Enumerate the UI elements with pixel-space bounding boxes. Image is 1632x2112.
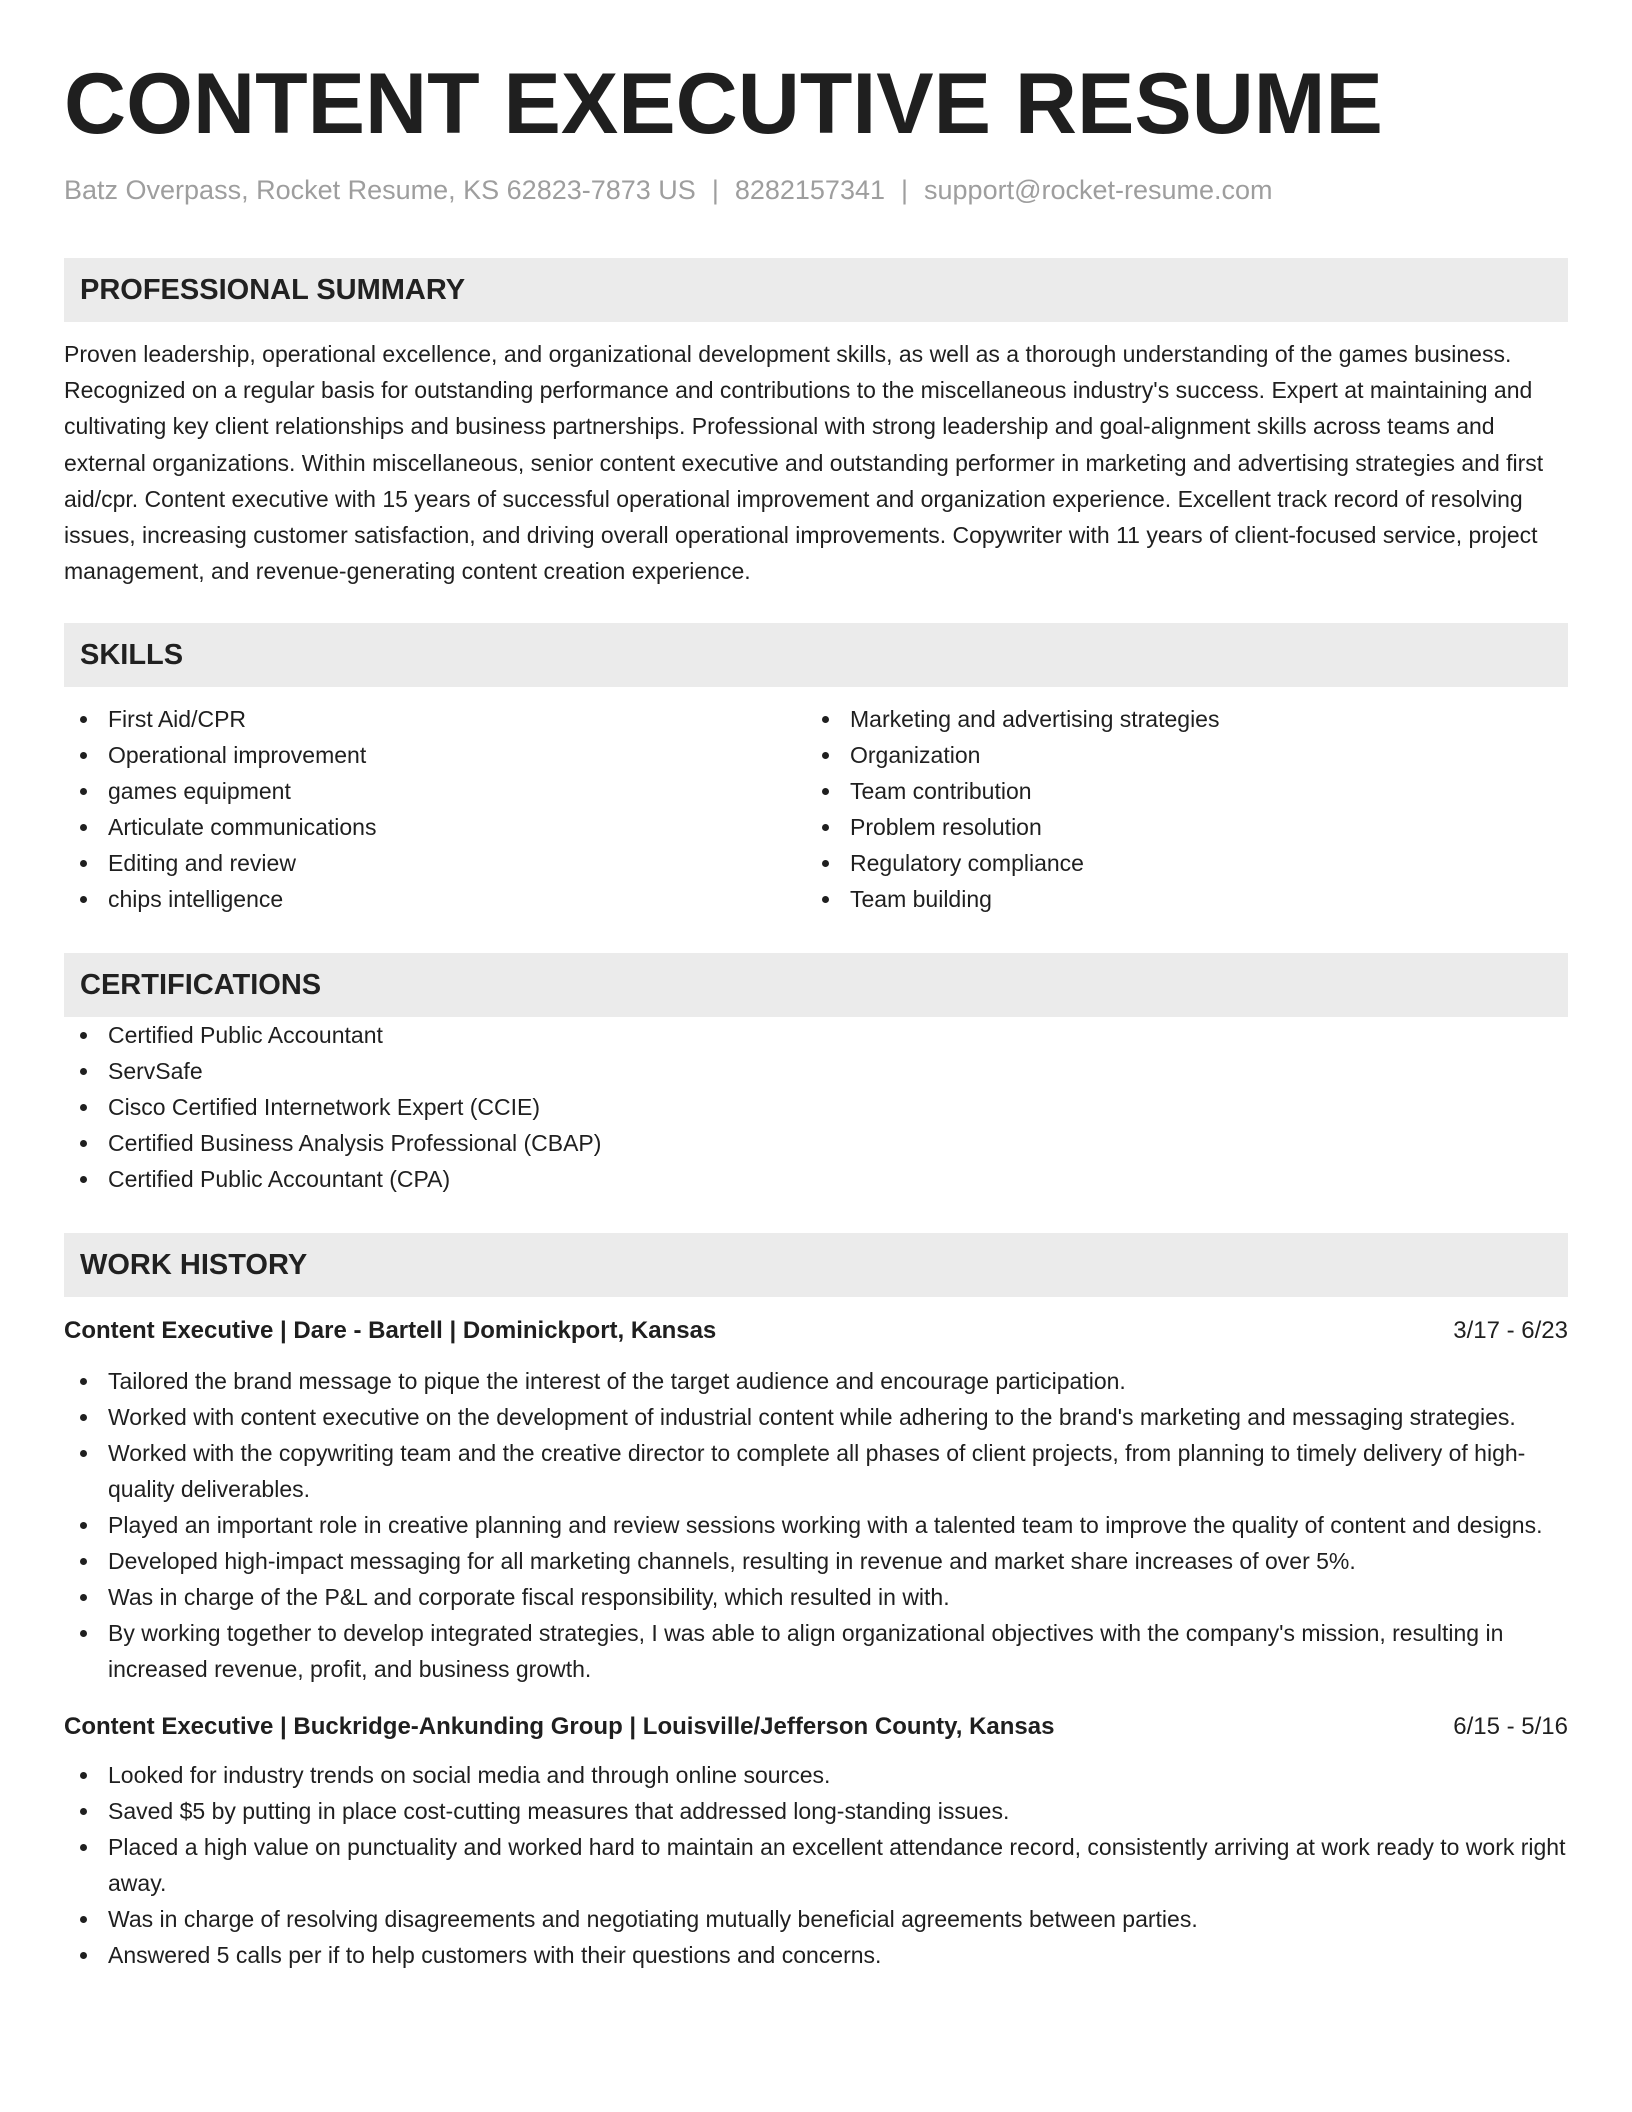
job-header [64, 1313, 1568, 1349]
skill-item: First Aid/CPR [64, 701, 806, 737]
job-header [64, 1709, 1568, 1745]
section-heading-skills: SKILLS [64, 623, 1568, 687]
job-bullet: Was in charge of the P&L and corporate fiscal responsibility, which resulted in with. [64, 1579, 1568, 1615]
summary-text: Proven leadership, operational excellence, and organizational development skills, as well as a thorough understanding of the games business. Recognized on a regular basis for outstanding performance and contributions to the miscellaneous industry's success. Expert at maintaining and cultivating key client relationships and business partnerships. Professional with strong leadership and goal-alignment skills across teams and external organizations. Within miscellaneous, senior content executive and outstanding performer in marketing and advertising strategies and first aid/cpr. Content executive with 15 years of successful operational improvement and organization experience. Excellent track record of resolving issues, increasing customer satisfaction, and driving overall operational improvements. Copywriter with 11 years of client-focused service, project management, and revenue-generating content creation experience. [64, 341, 1544, 585]
job-title: Content Executive | Dare - Bartell | Dominickport, Kansas [64, 1317, 717, 1345]
certification-item: Certified Public Accountant [64, 1017, 1568, 1053]
section-heading-work-history: WORK HISTORY [64, 1233, 1568, 1297]
certification-item: ServSafe [64, 1053, 1568, 1089]
job-entry [64, 1709, 1568, 1973]
job-bullet: Worked with content executive on the development of industrial content while adhering to the brand's marketing and messaging strategies. [64, 1399, 1568, 1435]
skill-item: games equipment [64, 773, 806, 809]
section-heading-summary: PROFESSIONAL SUMMARY [64, 258, 1568, 322]
skill-item: Marketing and advertising strategies [806, 701, 1548, 737]
resume-title: CONTENT EXECUTIVE RESUME [64, 56, 1383, 152]
skill-item: Articulate communications [64, 809, 806, 845]
contact-separator: | [901, 175, 909, 205]
job-bullet: Played an important role in creative planning and review sessions working with a talented team to improve the quality of content and designs. [64, 1507, 1568, 1543]
job-entry [64, 1313, 1568, 1687]
certifications-list [64, 1017, 1568, 1197]
certification-item: Cisco Certified Internetwork Expert (CCIE) [64, 1089, 1568, 1125]
job-bullet: Saved $5 by putting in place cost-cutting measures that addressed long-standing issues. [64, 1793, 1568, 1829]
contact-line [64, 172, 1568, 208]
skill-item: Operational improvement [64, 737, 806, 773]
skill-item: Team contribution [806, 773, 1548, 809]
skills-list [64, 701, 1568, 917]
job-bullet: Answered 5 calls per if to help customers with their questions and concerns. [64, 1937, 1568, 1973]
contact-separator: | [711, 175, 719, 205]
skill-item: Organization [806, 737, 1548, 773]
skill-item: Team building [806, 881, 1548, 917]
contact-address: Batz Overpass, Rocket Resume, KS 62823-7873 US [64, 175, 696, 205]
job-bullets [64, 1363, 1568, 1687]
job-title: Content Executive | Buckridge-Ankunding Group | Louisville/Jefferson County, Kansas [64, 1713, 1055, 1741]
job-bullet: Placed a high value on punctuality and worked hard to maintain an excellent attendance record, consistently arriving at work ready to work right away. [64, 1829, 1568, 1901]
job-bullet: Tailored the brand message to pique the interest of the target audience and encourage participation. [64, 1363, 1568, 1399]
contact-phone: 8282157341 [734, 175, 885, 205]
job-dates: 6/15 - 5/16 [1453, 1713, 1568, 1741]
job-bullet: By working together to develop integrated strategies, I was able to align organizational objectives with the company's mission, resulting in increased revenue, profit, and business growth. [64, 1615, 1568, 1687]
skill-item: Editing and review [64, 845, 806, 881]
certification-item: Certified Business Analysis Professional (CBAP) [64, 1125, 1568, 1161]
skills-column-right [806, 701, 1548, 917]
job-dates: 3/17 - 6/23 [1453, 1317, 1568, 1345]
resume-page [64, 52, 1568, 1973]
contact-email: support@rocket-resume.com [924, 175, 1273, 205]
skill-item: chips intelligence [64, 881, 806, 917]
job-bullet: Worked with the copywriting team and the creative director to complete all phases of client projects, from planning to timely delivery of high-quality deliverables. [64, 1435, 1568, 1507]
job-bullet: Was in charge of resolving disagreements and negotiating mutually beneficial agreements between parties. [64, 1901, 1568, 1937]
certification-item: Certified Public Accountant (CPA) [64, 1161, 1568, 1197]
job-bullet: Developed high-impact messaging for all marketing channels, resulting in revenue and market share increases of over 5%. [64, 1543, 1568, 1579]
job-bullets [64, 1757, 1568, 1973]
skills-column-left [64, 701, 806, 917]
job-bullet: Looked for industry trends on social media and through online sources. [64, 1757, 1568, 1793]
skill-item: Problem resolution [806, 809, 1548, 845]
skill-item: Regulatory compliance [806, 845, 1548, 881]
section-heading-certifications: CERTIFICATIONS [64, 953, 1568, 1017]
